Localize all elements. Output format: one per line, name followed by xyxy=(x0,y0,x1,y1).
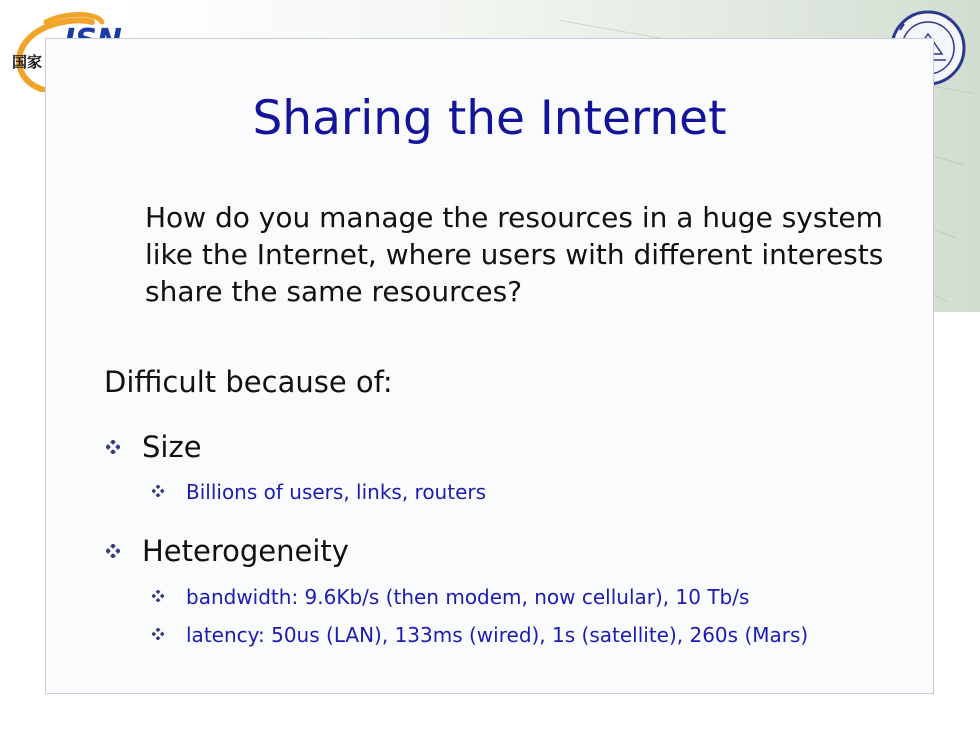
sub-bullet-text: latency: 50us (LAN), 133ms (wired), 1s (satellite), 260s (Mars) xyxy=(186,623,809,647)
sub-bullet-text: bandwidth: 9.6Kb/s (then modem, now cellular), 10 Tb/s xyxy=(186,585,750,609)
diamond-bullet-icon xyxy=(152,485,166,499)
sub-bullet-bandwidth xyxy=(152,585,749,609)
slide-title: Sharing the Internet xyxy=(252,91,727,146)
slide-panel xyxy=(45,38,934,694)
bullet-label: Heterogeneity xyxy=(142,534,349,568)
bullet-heterogeneity xyxy=(106,534,349,568)
subheading: Difficult because of: xyxy=(104,365,393,399)
diamond-bullet-icon xyxy=(106,440,120,454)
logo-caption: 国家 xyxy=(12,53,43,71)
sub-bullet-latency xyxy=(152,623,808,647)
diamond-bullet-icon xyxy=(106,544,120,558)
bullet-label: Size xyxy=(142,430,202,464)
sub-bullet-size-detail xyxy=(152,480,486,504)
question-paragraph: How do you manage the resources in a huge system like the Internet, where users with different interests share the same resources? xyxy=(145,201,884,308)
bullet-size xyxy=(106,430,202,464)
diamond-bullet-icon xyxy=(152,590,166,604)
diamond-bullet-icon xyxy=(152,628,166,642)
sub-bullet-text: Billions of users, links, routers xyxy=(186,480,487,504)
